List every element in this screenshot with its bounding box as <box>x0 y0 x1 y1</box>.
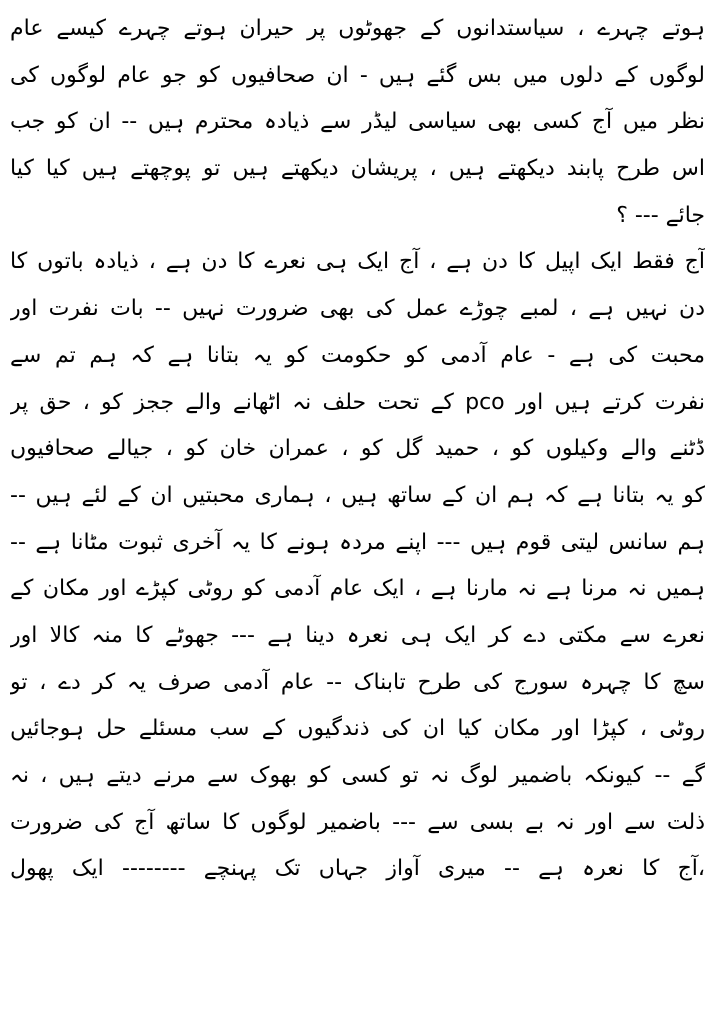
text-line: نفرت کرتے ہیں اور pco کے تحت حلف نہ اٹھانے والے ججز کو ، حق پر <box>10 389 705 415</box>
text-line: سچ کا چہرہ سورج کی طرح تابناک -- عام آدمی صرف یہ کر دے ، تو <box>10 669 705 695</box>
text-line: نعرے سے مکتی دے کر ایک ہی نعرہ دینا ہے --- جھوٹے کا منہ کالا اور <box>10 622 705 648</box>
text-line: ہوتے چہرے ، سیاستدانوں کے جھوٹوں پر حیران ہوتے چہرے کیسے عام <box>10 16 705 41</box>
text-line: جائے --- ؟ <box>616 202 705 228</box>
text-line: ہم سانس لیتی قوم ہیں --- اپنے مردہ ہونے کا یہ آخری ثبوت مٹانا ہے -- <box>10 529 705 555</box>
text-line: کو یہ بتانا ہے کہ ہم ان کے ساتھ ہیں ، ہماری محبتیں ان کے لئے ہیں -- <box>10 482 705 508</box>
text-line: ہمیں نہ مرنا ہے نہ مارنا ہے ، ایک عام آدمی کو روٹی کپڑے اور مکان کے <box>10 576 705 602</box>
text-line: لوگوں کے دلوں میں بس گئے ہیں - ان صحافیوں کو جو عام لوگوں کی <box>10 62 705 88</box>
text-line: آج فقط ایک اپیل کا دن ہے ، آج ایک ہی نعرے کا دن ہے ، ذیادہ باتوں کا <box>10 249 705 275</box>
text-line: ذلت سے اور نہ بے بسی سے --- باضمیر لوگوں کا ساتھ آج کی ضرورت <box>10 809 705 835</box>
text-line: اس طرح پابند دیکھتے ہیں ، پریشان دیکھتے ہیں تو پوچھتے ہیں کیا کیا <box>10 156 705 182</box>
text-line: ڈٹنے والے وکیلوں کو ، حمید گل کو ، عمران خان کو ، جیالے صحافیوں <box>10 436 705 462</box>
text-line: گے -- کیونکہ باضمیر لوگ نہ تو کسی کو بھوک سے مرنے دیتے ہیں ، نہ <box>10 763 705 788</box>
text-line: محبت کی ہے - عام آدمی کو حکومت کو یہ بتانا ہے کہ ہم تم سے <box>10 342 705 368</box>
text-line: ،آج کا نعرہ ہے -- میری آواز جہاں تک پہنچے -------- ایک پھول <box>10 856 705 882</box>
text-line: نظر میں آج کسی بھی سیاسی لیڈر سے ذیادہ محترم ہیں -- ان کو جب <box>10 109 705 135</box>
text-line: روٹی ، کپڑا اور مکان کیا ان کی ذندگیوں کے سب مسئلے حل ہوجائیں <box>10 716 705 742</box>
text-line: دن نہیں ہے ، لمبے چوڑے عمل کی بھی ضرورت نہیں -- بات نفرت اور <box>10 296 705 322</box>
